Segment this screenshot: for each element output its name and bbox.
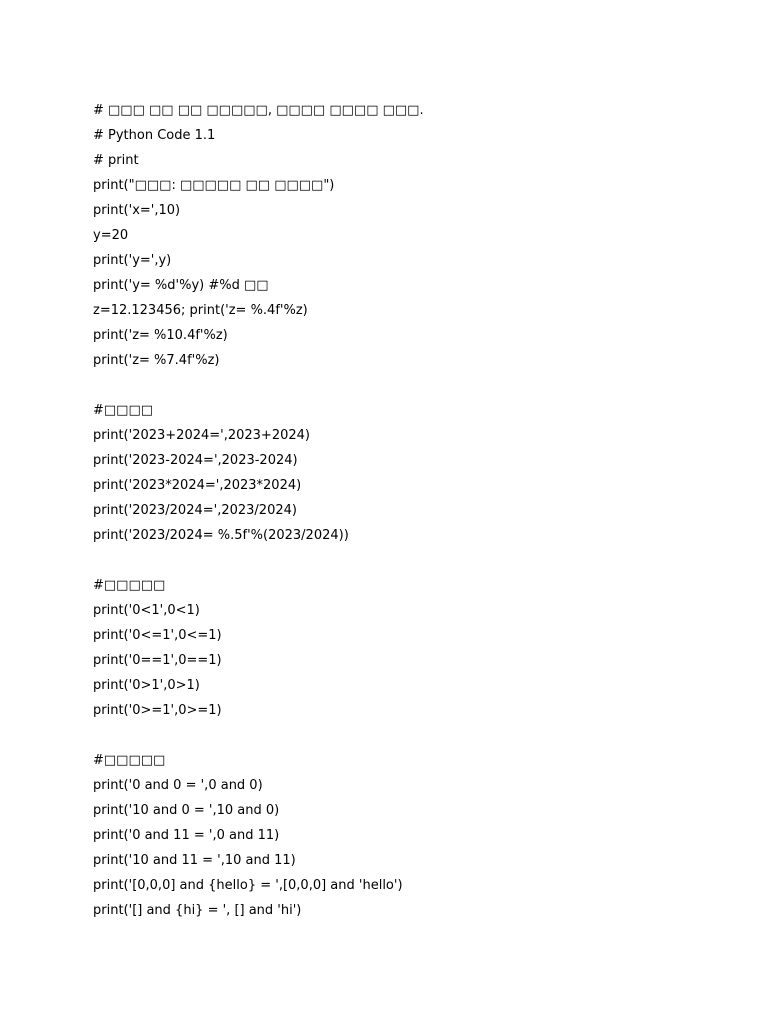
comment-line: # print (93, 153, 139, 168)
code-line: print('[] and {hi} = ', [] and 'hi') (93, 903, 302, 918)
code-line: print("□□□: □□□□□ □□ □□□□") (93, 178, 335, 193)
code-line: print('0<=1',0<=1) (93, 628, 222, 643)
code-line: print('0>1',0>1) (93, 678, 200, 693)
comment-line: # □□□ □□ □□ □□□□□, □□□□ □□□□ □□□. (93, 103, 424, 118)
code-line: print('0 and 11 = ',0 and 11) (93, 828, 280, 843)
blank-line (93, 723, 713, 748)
code-line: print('2023-2024=',2023-2024) (93, 453, 298, 468)
code-line: print('x=',10) (93, 203, 181, 218)
code-line: print('2023/2024=',2023/2024) (93, 503, 297, 518)
code-line: print('0<1',0<1) (93, 603, 200, 618)
code-line: z=12.123456; print('z= %.4f'%z) (93, 303, 308, 318)
code-line: print('y=',y) (93, 253, 172, 268)
section-heading-comparison: #□□□□□ (93, 578, 166, 593)
comment-line: # Python Code 1.1 (93, 128, 216, 143)
code-line: print('2023*2024=',2023*2024) (93, 478, 302, 493)
code-line: print('0 and 0 = ',0 and 0) (93, 778, 263, 793)
code-line: print('10 and 11 = ',10 and 11) (93, 853, 296, 868)
code-line: print('2023/2024= %.5f'%(2023/2024)) (93, 528, 349, 543)
code-line: print('z= %7.4f'%z) (93, 353, 220, 368)
section-heading-arithmetic: #□□□□ (93, 403, 154, 418)
code-line: print('2023+2024=',2023+2024) (93, 428, 310, 443)
code-line: print('10 and 0 = ',10 and 0) (93, 803, 280, 818)
code-listing (93, 98, 713, 923)
code-line: y=20 (93, 228, 129, 243)
code-line: print('[0,0,0] and {hello} = ',[0,0,0] and 'hello') (93, 878, 403, 893)
code-line: print('z= %10.4f'%z) (93, 328, 228, 343)
code-line: print('y= %d'%y) #%d □□ (93, 278, 269, 293)
blank-line (93, 548, 713, 573)
code-line: print('0==1',0==1) (93, 653, 222, 668)
section-heading-logical: #□□□□□ (93, 753, 166, 768)
code-line: print('0>=1',0>=1) (93, 703, 222, 718)
blank-line (93, 373, 713, 398)
